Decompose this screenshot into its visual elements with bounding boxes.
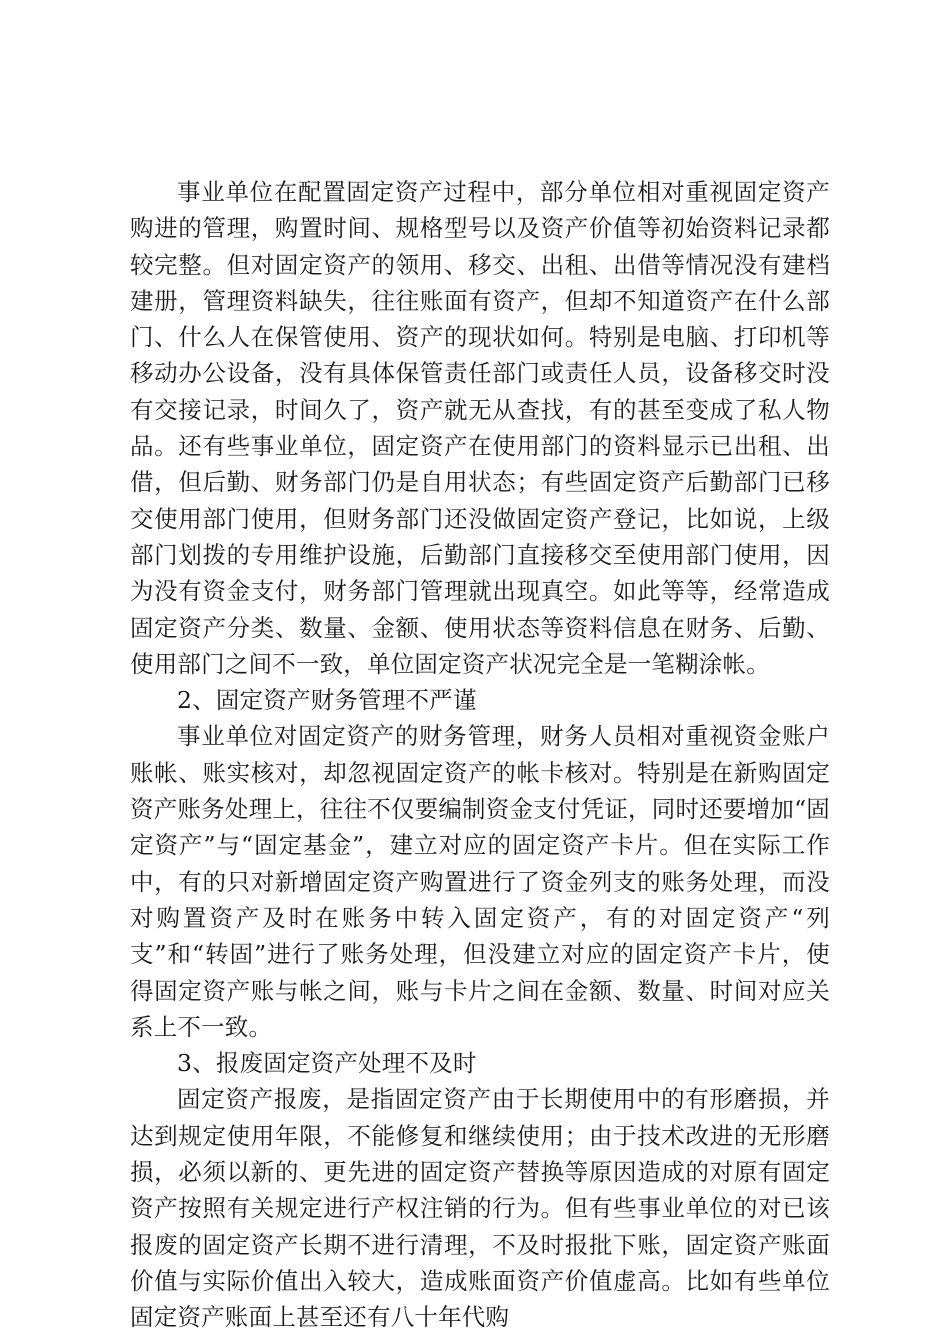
paragraph-scrapped-assets: 固定资产报废，是指固定资产由于长期使用中的有形磨损，并达到规定使用年限，不能修复和继续使用；由于技术改进的无形磨损，必须以新的、更先进的固定资产替换等原因造成的对原有固定资产按照有关规定进行产权注销的行为。但有些事业单位的对已该报废的固定资产长期不进行清理，不及时报批下账，固定资产账面价值与实际价值出入较大，造成账面资产价值虚高。比如有些单位固定资产账面上甚至还有八十年代购	[130, 1085, 830, 1332]
document-body	[130, 174, 830, 1336]
paragraph-asset-records: 事业单位在配置固定资产过程中，部分单位相对重视固定资产购进的管理，购置时间、规格型号以及资产价值等初始资料记录都较完整。但对固定资产的领用、移交、出租、出借等情况没有建档建册，管理资料缺失，往往账面有资产，但却不知道资产在什么部门、什么人在保管使用、资产的现状如何。特别是电脑、打印机等移动办公设备，没有具体保管责任部门或责任人员，设备移交时没有交接记录，时间久了，资产就无从查找，有的甚至变成了私人物品。还有些事业单位，固定资产在使用部门的资料显示已出租、出借，但后勤、财务部门仍是自用状态；有些固定资产后勤部门已移交使用部门使用，但财务部门还没做固定资产登记，比如说，上级部门划拨的专用维护设施，后勤部门直接移交至使用部门使用，因为没有资金支付，财务部门管理就出现真空。如此等等，经常造成固定资产分类、数量、金额、使用状态等资料信息在财务、后勤、使用部门之间不一致，单位固定资产状况完全是一笔糊涂帐。	[130, 178, 830, 678]
paragraph-financial-management: 事业单位对固定资产的财务管理，财务人员相对重视资金账户账帐、账实核对，却忽视固定资产的帐卡核对。特别是在新购固定资产账务处理上，往往不仅要编制资金支付凭证，同时还要增加“固定资产”与“固定基金”，建立对应的固定资产卡片。但在实际工作中，有的只对新增固定资产购置进行了资金列支的账务处理，而没对购置资产及时在账务中转入固定资产，有的对固定资产“列支”和“转固”进行了账务处理，但没建立对应的固定资产卡片，使得固定资产账与帐之间，账与卡片之间在金额、数量、时间对应关系上不一致。	[130, 722, 830, 1041]
section-heading-scrapped-assets: 3、报废固定资产处理不及时	[177, 1049, 477, 1078]
section-heading-financial-management: 2、固定资产财务管理不严谨	[177, 686, 477, 715]
